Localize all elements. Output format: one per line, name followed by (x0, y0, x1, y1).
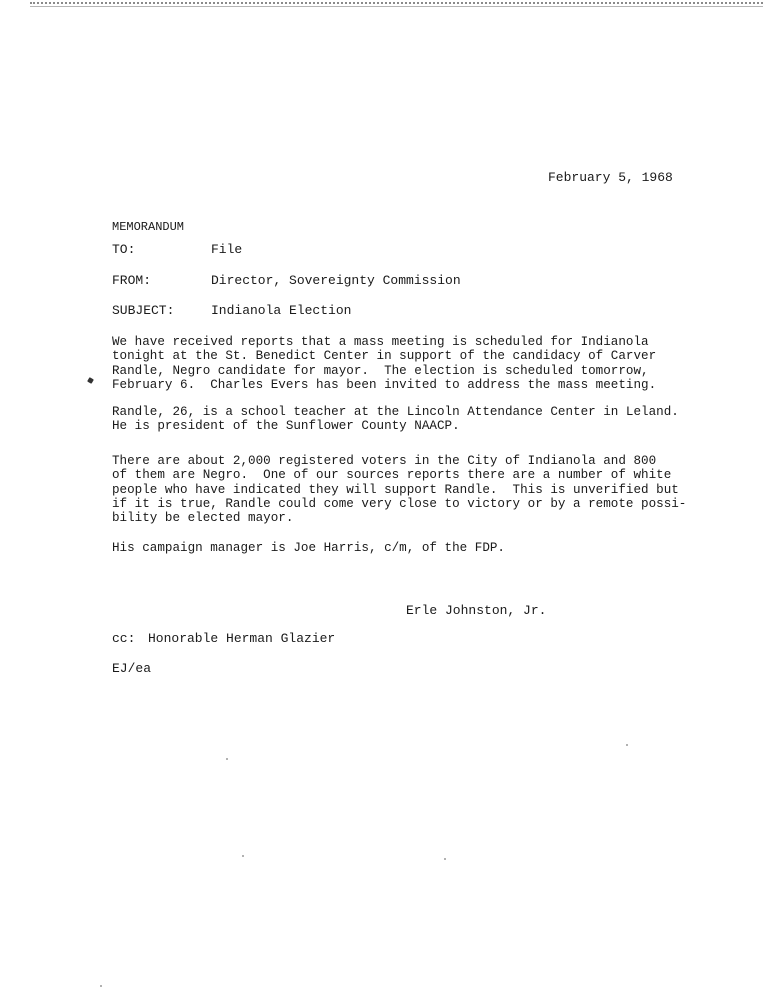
from-label: FROM: (112, 273, 152, 288)
subject-value: Indianola Election (211, 303, 352, 318)
to-value: File (211, 242, 243, 257)
margin-mark (87, 377, 94, 384)
cc-label: cc: (112, 631, 136, 646)
speck (444, 858, 446, 860)
speck (226, 758, 228, 760)
cc-value: Honorable Herman Glazier (148, 631, 336, 646)
top-edge-line (30, 6, 763, 7)
subject-label: SUBJECT: (112, 303, 175, 318)
speck (626, 744, 628, 746)
paragraph-randle-bio: Randle, 26, is a school teacher at the Lincoln Attendance Center in Leland. He is president of the Sunflower County NAACP. (112, 405, 679, 434)
paragraph-mass-meeting: We have received reports that a mass meeting is scheduled for Indianola tonight at the St. Benedict Center in support of the candidacy of Carver Randle, Negro candidate for mayor. The election is scheduled tomorrow, February 6. Charles Evers has been invited to address the mass meeting. (112, 335, 657, 392)
memo-heading: MEMORANDUM (112, 220, 185, 234)
speck (100, 985, 102, 987)
signature: Erle Johnston, Jr. (406, 603, 547, 618)
speck (242, 855, 244, 857)
paragraph-voters: There are about 2,000 registered voters in the City of Indianola and 800 of them are Negro. One of our sources reports there are a number of white people who have indicated they will support Randle. This is unverified but if it is true, Randle could come very close to victory or by a remote possi- bility be elected mayor. (112, 454, 687, 526)
paragraph-campaign-manager: His campaign manager is Joe Harris, c/m, of the FDP. (112, 541, 505, 555)
to-label: TO: (112, 242, 136, 257)
from-value: Director, Sovereignty Commission (211, 273, 461, 288)
typist-initials: EJ/ea (112, 661, 152, 676)
top-edge-rule (30, 2, 763, 4)
memo-date: February 5, 1968 (548, 170, 673, 185)
